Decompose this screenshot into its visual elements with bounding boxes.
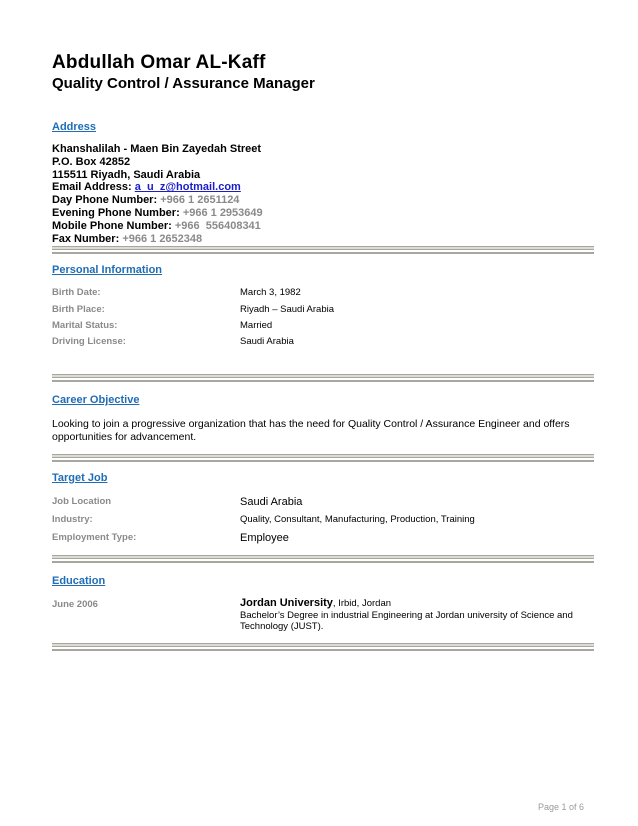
fax-row <box>52 233 263 246</box>
email-label: Email Address: <box>52 181 132 194</box>
industry-label: Industry: <box>52 514 93 525</box>
address-line-2: P.O. Box 42852 <box>52 155 131 168</box>
marital-status-label: Marital Status: <box>52 320 118 331</box>
day-phone-row <box>52 194 263 207</box>
birth-place-label: Birth Place: <box>52 304 105 315</box>
evening-phone-row <box>52 207 263 220</box>
mobile-phone-label: Mobile Phone Number: <box>52 219 172 232</box>
birth-place-value: Riyadh – Saudi Arabia <box>240 304 335 315</box>
section-divider <box>52 460 594 462</box>
evening-phone-value: +966 1 2953649 <box>182 206 263 219</box>
address-line-1: Khanshalilah - Maen Bin Zayedah Street <box>52 143 262 155</box>
industry-value: Quality, Consultant, Manufacturing, Production, Training <box>240 514 475 525</box>
section-divider <box>52 649 594 651</box>
career-objective-text: Looking to join a progressive organization that has the need for Quality Control / Assurance Engineer and offers opportunities for advancement. <box>52 418 570 443</box>
target-job-heading[interactable]: Target Job <box>52 472 108 484</box>
career-objective-heading[interactable]: Career Objective <box>52 394 140 406</box>
job-location-label: Job Location <box>52 496 112 507</box>
section-divider <box>52 380 594 382</box>
education-institution <box>240 598 590 610</box>
fax-value: +966 1 2652348 <box>122 232 203 245</box>
email-link[interactable]: a_u_z@hotmail.com <box>134 181 241 194</box>
section-divider <box>52 374 594 378</box>
day-phone-value: +966 1 2651124 <box>160 194 240 207</box>
section-divider <box>52 252 594 254</box>
address-heading[interactable]: Address <box>52 121 97 133</box>
education-details <box>240 598 590 633</box>
page-number: Page 1 of 6 <box>537 802 584 812</box>
day-phone-label: Day Phone Number: <box>52 194 158 207</box>
section-divider <box>52 454 594 458</box>
birth-date-value: March 3, 1982 <box>240 287 301 298</box>
address-block <box>52 143 263 245</box>
mobile-phone-row <box>52 220 263 233</box>
applicant-name: Abdullah Omar AL-Kaff <box>52 52 266 73</box>
mobile-phone-value: +966 556408341 <box>174 219 261 232</box>
education-date: June 2006 <box>52 599 98 610</box>
fax-label: Fax Number: <box>52 232 120 245</box>
driving-license-label: Driving License: <box>52 336 126 347</box>
section-divider <box>52 561 594 563</box>
marital-status-value: Married <box>240 320 273 331</box>
driving-license-value: Saudi Arabia <box>240 336 294 347</box>
birth-date-label: Birth Date: <box>52 287 101 298</box>
employment-type-value: Employee <box>240 532 289 544</box>
email-row <box>52 181 263 194</box>
personal-info-heading[interactable]: Personal Information <box>52 264 163 276</box>
section-divider <box>52 246 594 250</box>
university-location: , Irbid, Jordan <box>332 598 392 609</box>
address-line-3: 115511 Riyadh, Saudi Arabia <box>52 168 201 181</box>
section-divider <box>52 643 594 647</box>
job-location-value: Saudi Arabia <box>240 496 303 508</box>
job-title: Quality Control / Assurance Manager <box>52 75 315 92</box>
employment-type-label: Employment Type: <box>52 532 137 543</box>
degree-description: Bachelor’s Degree in industrial Engineering at Jordan university of Science and Technology (JUST). <box>240 609 573 632</box>
evening-phone-label: Evening Phone Number: <box>52 206 180 219</box>
section-divider <box>52 555 594 559</box>
education-heading[interactable]: Education <box>52 575 106 587</box>
university-name: Jordan University <box>240 597 333 609</box>
